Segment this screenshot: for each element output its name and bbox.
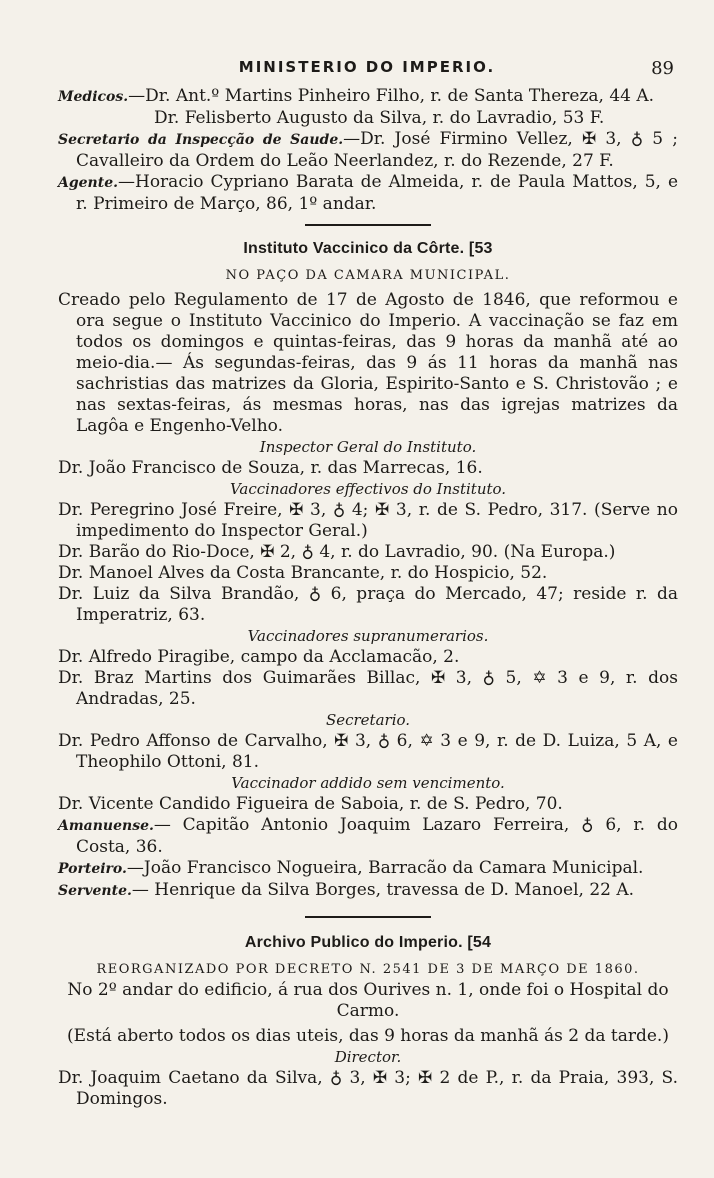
role-heading: Vaccinadores supranumerarios. [247, 627, 489, 645]
archivo-hours: (Está aberto todos os dias uteis, das 9 horas da manhã ás 2 da tarde.) [67, 1026, 669, 1046]
section-divider [305, 224, 431, 226]
role-label: Porteiro. [58, 861, 127, 877]
entry-porteiro [58, 858, 678, 880]
entry-medicos [58, 86, 678, 108]
entry-text: —Dr. Ant.º Martins Pinheiro Filho, r. de Santa Thereza, 44 A. [128, 86, 655, 106]
role-label: Servente. [58, 883, 132, 899]
entry-effectivo: Dr. Barão do Rio-Doce, ✠ 2, ♁ 4, r. do Lavradio, 90. (Na Europa.) [58, 542, 616, 562]
entry-effectivo: Dr. Peregrino José Freire, ✠ 3, ♁ 4; ✠ 3, r. de S. Pedro, 317. (Serve no impedimento do Inspector Geral.) [58, 500, 678, 541]
entry-text: —João Francisco Nogueira, Barracão da Camara Municipal. [126, 858, 644, 878]
role-heading: Secretario. [325, 711, 411, 729]
section-title-instituto: Instituto Vaccinico da Côrte. [53 [243, 240, 493, 257]
entry-inspector: Dr. João Francisco de Souza, r. das Marrecas, 16. [58, 458, 483, 478]
archivo-location: No 2º andar do edificio, á rua dos Ourives n. 1, onde foi o Hospital do Carmo. [67, 980, 669, 1021]
section-subtitle-archivo: REORGANIZADO POR DECRETO N. 2541 DE 3 DE MARÇO DE 1860. [96, 962, 640, 977]
role-heading: Inspector Geral do Instituto. [259, 438, 477, 456]
entry-supranumerario: Dr. Braz Martins dos Guimarães Billac, ✠ 3, ♁ 5, ✡ 3 e 9, r. dos Andradas, 25. [58, 668, 678, 709]
entry-medico-2 [58, 108, 678, 129]
page-number: 89 [651, 58, 674, 79]
entry-text: —Dr. José Firmino Vellez, ✠ 3, ♁ 5 ; Cavalleiro da Ordem do Leão Neerlandez, r. do Rezende, 27 F. [76, 129, 678, 171]
entry-effectivo: Dr. Luiz da Silva Brandão, ♁ 6, praça do Mercado, 47; reside r. da Imperatriz, 63. [58, 584, 678, 625]
entry-text: — Henrique da Silva Borges, travessa de D. Manoel, 22 A. [131, 880, 635, 900]
entry-text: —Horacio Cypriano Barata de Almeida, r. de Paula Mattos, 5, e r. Primeiro de Março, 86, 1º andar. [76, 172, 678, 214]
page-header [60, 58, 674, 84]
section-subtitle-instituto: NO PAÇO DA CAMARA MUNICIPAL. [225, 268, 511, 283]
role-label: Secretario da Inspecção de Saude. [58, 132, 344, 148]
entry-supranumerario: Dr. Alfredo Piragibe, campo da Acclamacão, 2. [58, 647, 460, 667]
section-title-archivo: Archivo Publico do Imperio. [54 [244, 934, 492, 951]
entry-director: Dr. Joaquim Caetano da Silva, ♁ 3, ✠ 3; ✠ 2 de P., r. da Praia, 393, S. Domingos. [58, 1068, 678, 1109]
entry-addido: Dr. Vicente Candido Figueira de Saboia, r. de S. Pedro, 70. [58, 794, 563, 814]
role-label: Medicos. [58, 89, 129, 105]
role-heading: Vaccinador addido sem vencimento. [231, 774, 505, 792]
entry-text: — Capitão Antonio Joaquim Lazaro Ferreira, ♁ 6, r. do Costa, 36. [76, 815, 678, 857]
role-label: Amanuense. [58, 818, 154, 834]
entry-secretario-inspeccao [58, 129, 678, 172]
entry-text: Dr. Felisberto Augusto da Silva, r. do Lavradio, 53 F. [154, 108, 605, 128]
role-label: Agente. [58, 175, 118, 191]
section-divider [305, 916, 431, 918]
page-title: MINISTERIO DO IMPERIO. [238, 58, 496, 76]
entry-agente [58, 172, 678, 215]
page-content [58, 86, 678, 1110]
entry-effectivo: Dr. Manoel Alves da Costa Brancante, r. do Hospicio, 52. [58, 563, 548, 583]
role-heading: Vaccinadores effectivos do Instituto. [229, 480, 507, 498]
role-heading: Director. [334, 1048, 402, 1066]
entry-secretario: Dr. Pedro Affonso de Carvalho, ✠ 3, ♁ 6, ✡ 3 e 9, r. de D. Luiza, 5 A, e Theophilo Ottoni, 81. [58, 731, 678, 772]
entry-amanuense [58, 815, 678, 858]
instituto-intro: Creado pelo Regulamento de 17 de Agosto de 1846, que reformou e ora segue o Instituto Vaccinico do Imperio. A vaccinação se faz em todos os domingos e quintas-feiras, das 9 horas da manhã até ao meio-dia.— Ás segundas-feiras, das 9 ás 11 horas da manhã nas sachristias das matrizes da Gloria, Espirito-Santo e S. Christovão ; e nas sextas-feiras, ás mesmas horas, nas das igrejas matrizes da Lagôa e Engenho-Velho. [58, 290, 678, 436]
entry-servente [58, 880, 678, 902]
